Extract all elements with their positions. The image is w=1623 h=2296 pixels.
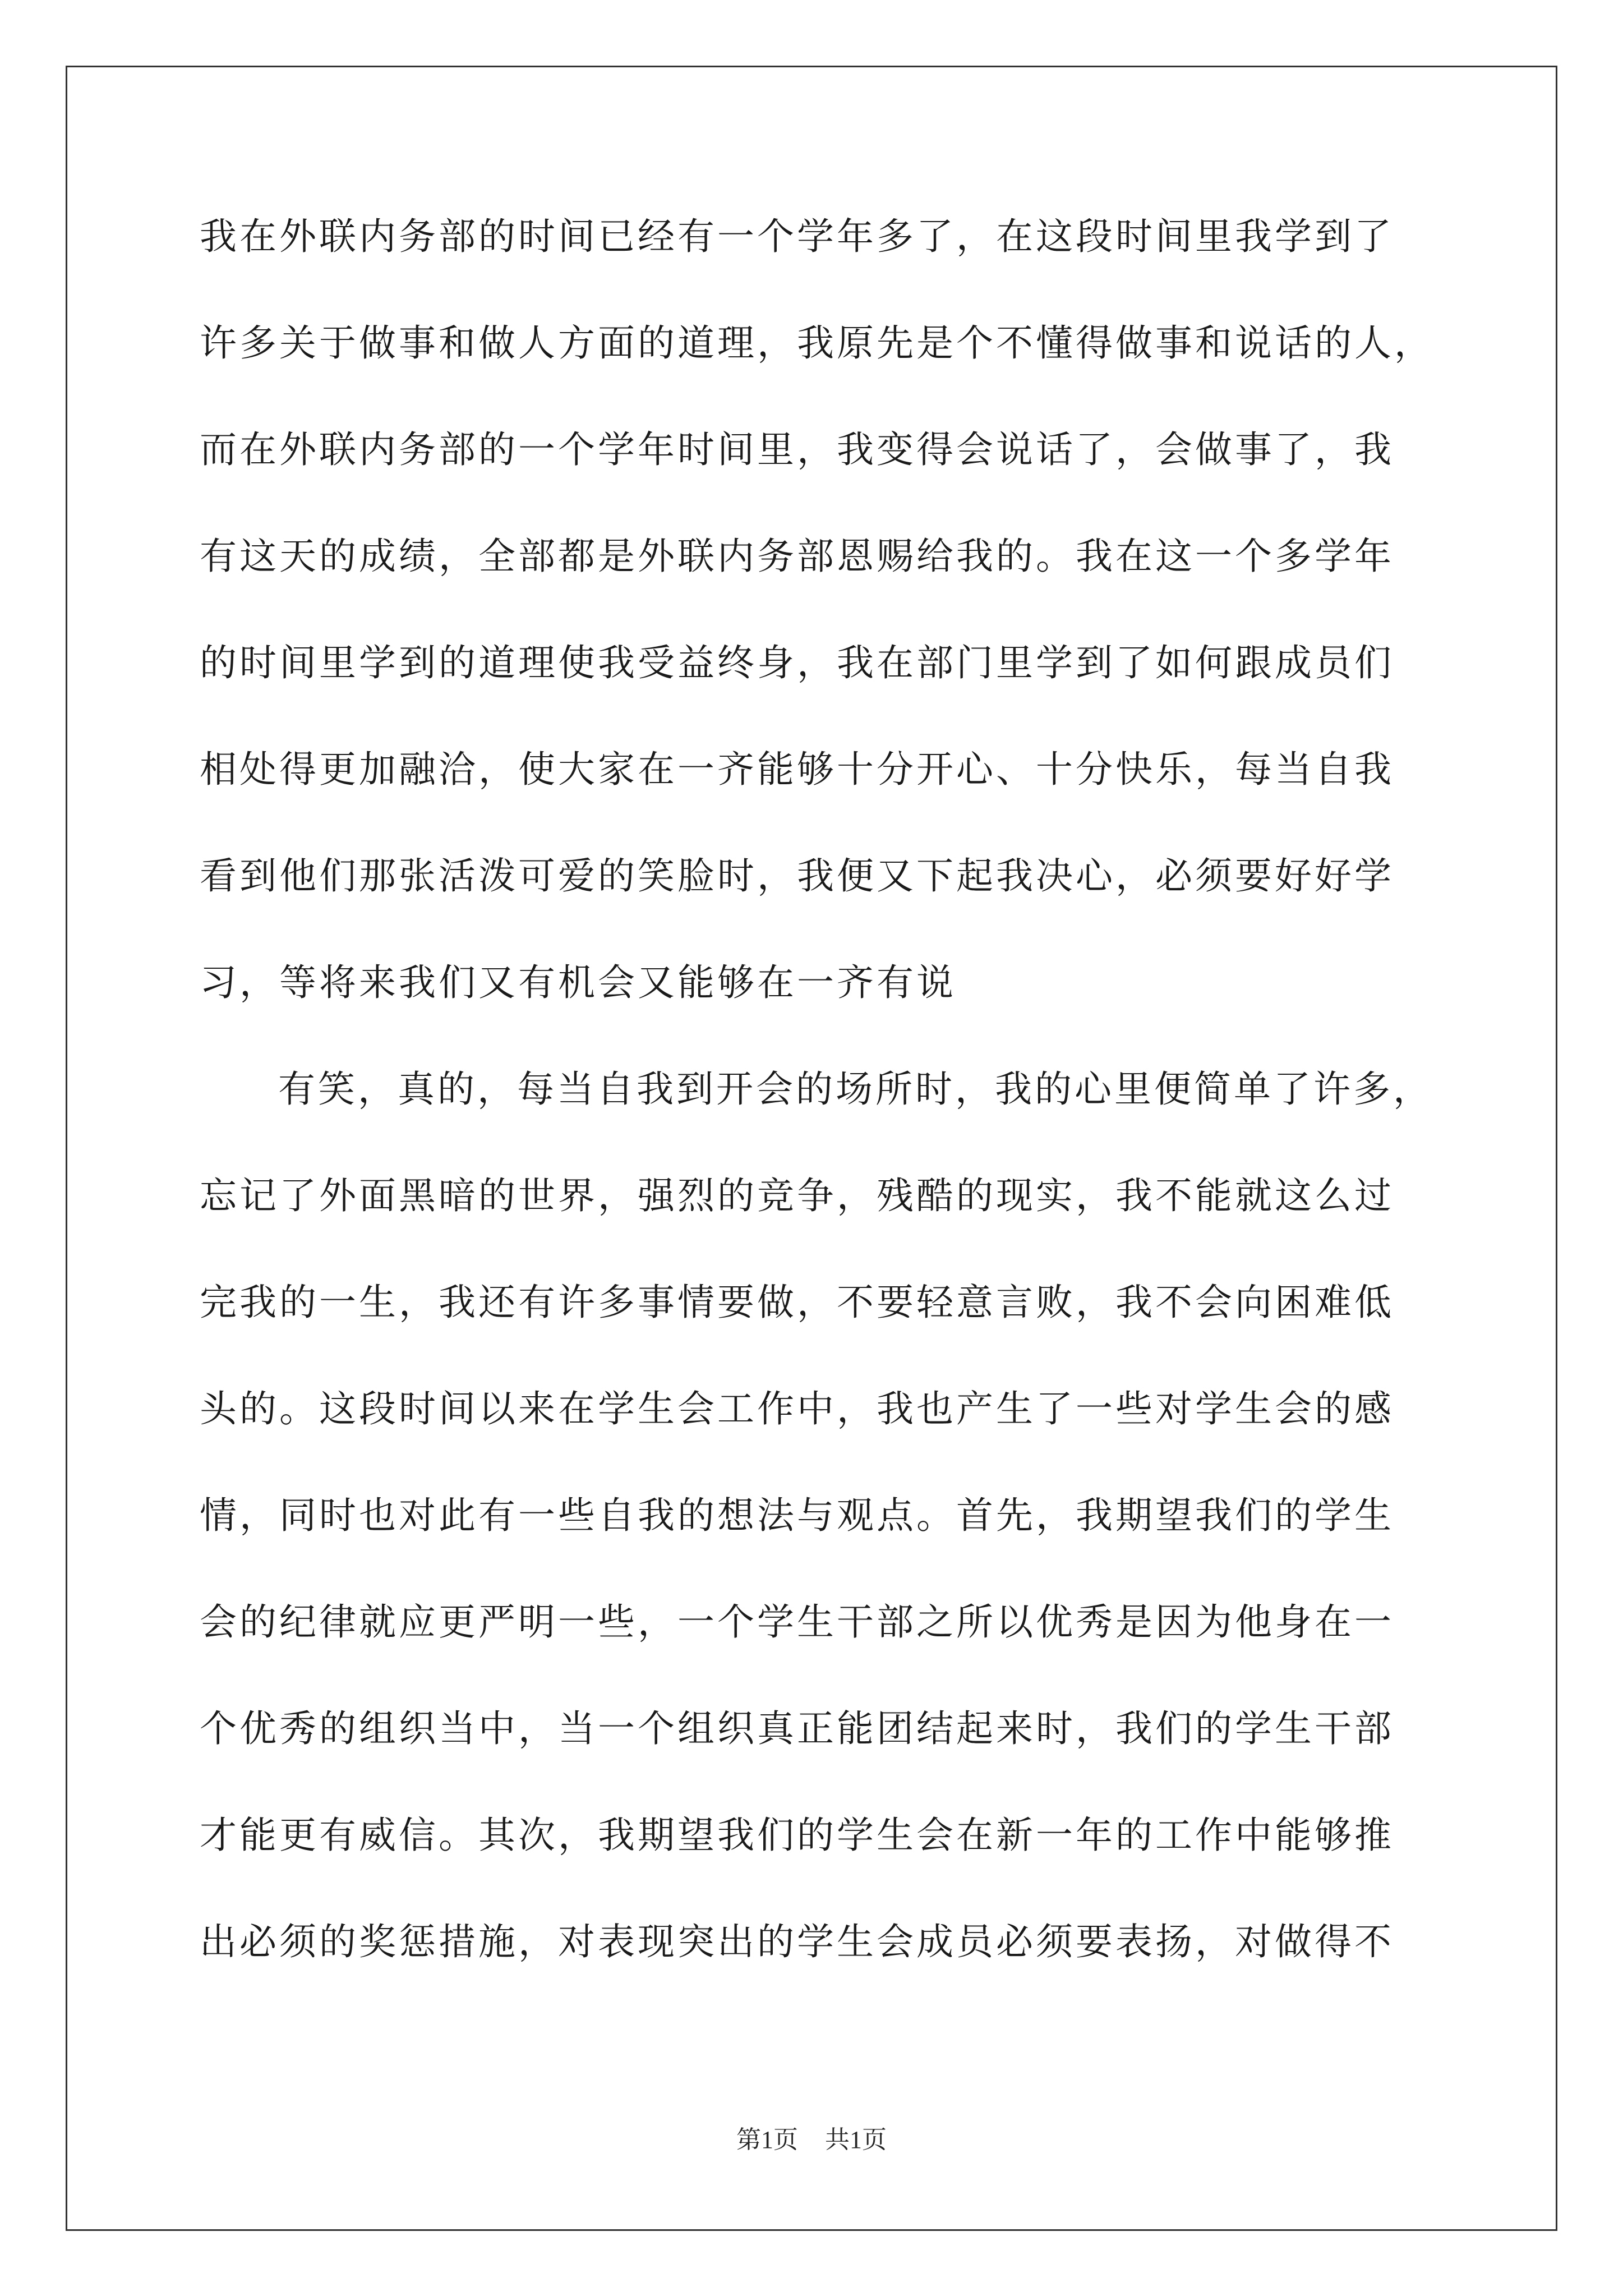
page-footer (0, 2124, 1623, 2156)
text-line-7: 看到他们那张活泼可爱的笑脸时，我便又下起我决心，必须要好好学 (200, 854, 1394, 898)
text-line-12: 头的。这段时间以来在学生会工作中，我也产生了一些对学生会的感 (200, 1387, 1394, 1430)
text-line-4: 有这天的成绩，全部都是外联内务部恩赐给我的。我在这一个多学年 (200, 535, 1394, 578)
text-line-11: 完我的一生，我还有许多事情要做，不要轻意言败，我不会向困难低 (200, 1281, 1394, 1324)
text-line-5: 的时间里学到的道理使我受益终身，我在部门里学到了如何跟成员们 (200, 641, 1394, 684)
page-total: 共1页 (825, 2126, 887, 2154)
text-line-15: 个优秀的组织当中，当一个组织真正能团结起来时，我们的学生干部 (200, 1707, 1394, 1750)
text-line-10: 忘记了外面黑暗的世界，强烈的竞争，残酷的现实，我不能就这么过 (200, 1174, 1394, 1217)
text-line-16: 才能更有威信。其次，我期望我们的学生会在新一年的工作中能够推 (200, 1814, 1394, 1857)
page-number: 第1页 (736, 2126, 798, 2154)
text-line-14: 会的纪律就应更严明一些，一个学生干部之所以优秀是因为他身在一 (200, 1600, 1394, 1644)
text-line-1: 我在外联内务部的时间已经有一个学年多了，在这段时间里我学到了 (200, 215, 1394, 258)
text-line-17: 出必须的奖惩措施，对表现突出的学生会成员必须要表扬，对做得不 (200, 1920, 1394, 1963)
text-line-3: 而在外联内务部的一个学年时间里，我变得会说话了，会做事了，我 (200, 428, 1394, 471)
text-line-8: 习，等将来我们又有机会又能够在一齐有说 (200, 961, 956, 1004)
text-line-6: 相处得更加融洽，使大家在一齐能够十分开心、十分快乐，每当自我 (200, 748, 1394, 791)
text-line-13: 情，同时也对此有一些自我的想法与观点。首先，我期望我们的学生 (200, 1494, 1394, 1537)
text-line-9: 有笑，真的，每当自我到开会的场所时，我的心里便简单了许多， (278, 1068, 1433, 1111)
page-border (66, 66, 1557, 2231)
text-line-2: 许多关于做事和做人方面的道理，我原先是个不懂得做事和说话的人， (200, 321, 1434, 365)
